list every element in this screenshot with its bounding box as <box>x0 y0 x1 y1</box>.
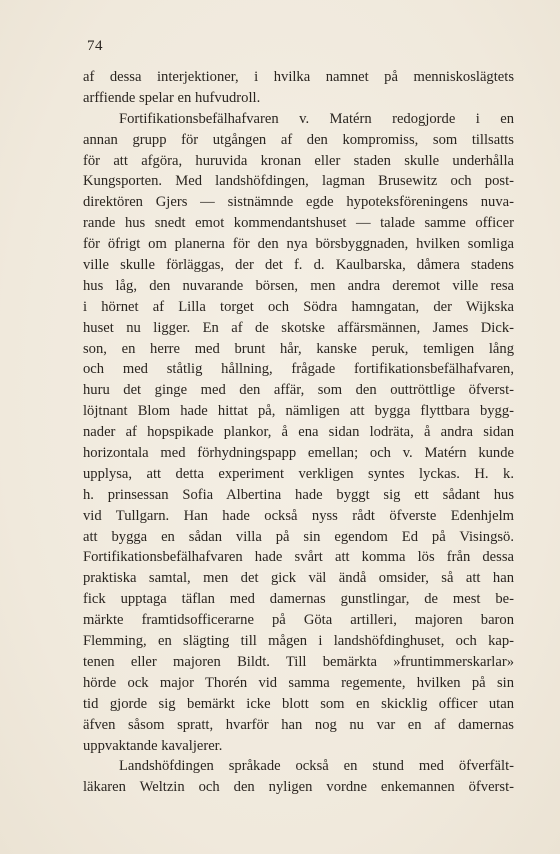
text-line: tid gjorde sig bemärkt icke blott som en skicklig officer utan <box>83 695 514 712</box>
text-line: upplysa, att detta experiment verkligen syntes lyckas. H. k. <box>83 465 514 482</box>
text-line: tenen eller majoren Bildt. Till bemärkta »fruntimmerskarlar» <box>83 653 514 670</box>
text-line: nader af hopspikade plankor, å ena sidan lodräta, å andra sidan <box>83 424 514 441</box>
text-line: Fortifikationsbefälhafvaren hade svårt att komma lös från dessa <box>83 549 514 566</box>
text-line: rande hus snedt emot kommendantshuset — talade samme officer <box>83 215 514 232</box>
text-line: af dessa interjektioner, i hvilka namnet på menniskoslägtets <box>83 69 514 85</box>
text-line: horizontala med förhydningspapp emellan; och v. Matérn kunde <box>83 445 514 462</box>
text-line: fick upptaga täflan med damernas gunstlingar, de mest be- <box>83 591 514 608</box>
text-line: Kungsporten. Med landshöfdingen, lagman Brusewitz och post- <box>83 173 514 190</box>
text-line: arffiende spelar en hufvudroll. <box>83 89 261 106</box>
text-line: Fortifikationsbefälhafvaren v. Matérn redogjorde i en <box>119 110 514 127</box>
text-line: Flemming, en slägting till mågen i landshöfdinghuset, och kap- <box>83 633 514 650</box>
text-line: för att afgöra, huruvida kronan eller staden skulle underhålla <box>83 152 514 169</box>
text-line: ville skulle förläggas, der det f. d. Kaulbarska, dåmera stadens <box>83 257 514 274</box>
text-line: att bygga en sådan villa på sin egendom Ed på Visingsö. <box>83 528 514 545</box>
text-line: hus låg, den nuvarande börsen, men andra deremot ville resa <box>83 277 514 294</box>
page-number: 74 <box>87 38 103 54</box>
body-text <box>83 67 514 798</box>
text-line: huset nu ligger. En af de skotske affärsmännen, James Dick- <box>83 319 514 336</box>
text-line: vid Tullgarn. Han hade också nyss rådt öfverste Edenhjelm <box>83 507 514 524</box>
text-line: och med ståtlig hållning, frågade fortifikationsbefälhafvaren, <box>83 361 514 378</box>
text-line: i hörnet af Lilla torget och Södra hamngatan, der Wijkska <box>83 298 514 315</box>
text-line: direktören Gjers — sistnämnde egde hypoteksföreningens nuva- <box>83 194 514 211</box>
text-line: annan grupp för utgången af den kompromiss, som tillsatts <box>83 131 514 148</box>
text-line: äfven såsom spratt, hvarför han nog nu var en af damernas <box>83 716 514 733</box>
text-line: hörde ock major Thorén vid samma regemente, hvilken på sin <box>83 674 514 691</box>
text-line: praktiska samtal, men det gick väl ändå omsider, så att han <box>83 570 514 587</box>
text-line: för öfrigt om planerna för den nya börsbyggnaden, hvilken somliga <box>83 236 514 253</box>
text-line: läkaren Weltzin och den nyligen vordne enkemannen öfverst- <box>83 779 514 796</box>
text-line: uppvaktande kavaljerer. <box>83 737 223 754</box>
text-line: huru det ginge med den affär, som den outtröttlige öfverst- <box>83 382 514 399</box>
text-line: h. prinsessan Sofia Albertina hade byggt sig ett sådant hus <box>83 486 514 503</box>
text-line: son, en herre med brunt hår, kanske peruk, temligen lång <box>83 340 514 357</box>
text-line: Landshöfdingen språkade också en stund med öfverfält- <box>119 758 514 775</box>
text-line: löjtnant Blom hade hittat på, nämligen att bygga flyttbara bygg- <box>83 403 514 420</box>
text-line: märkte framtidsofficerarne på Göta artilleri, majoren baron <box>83 612 514 629</box>
